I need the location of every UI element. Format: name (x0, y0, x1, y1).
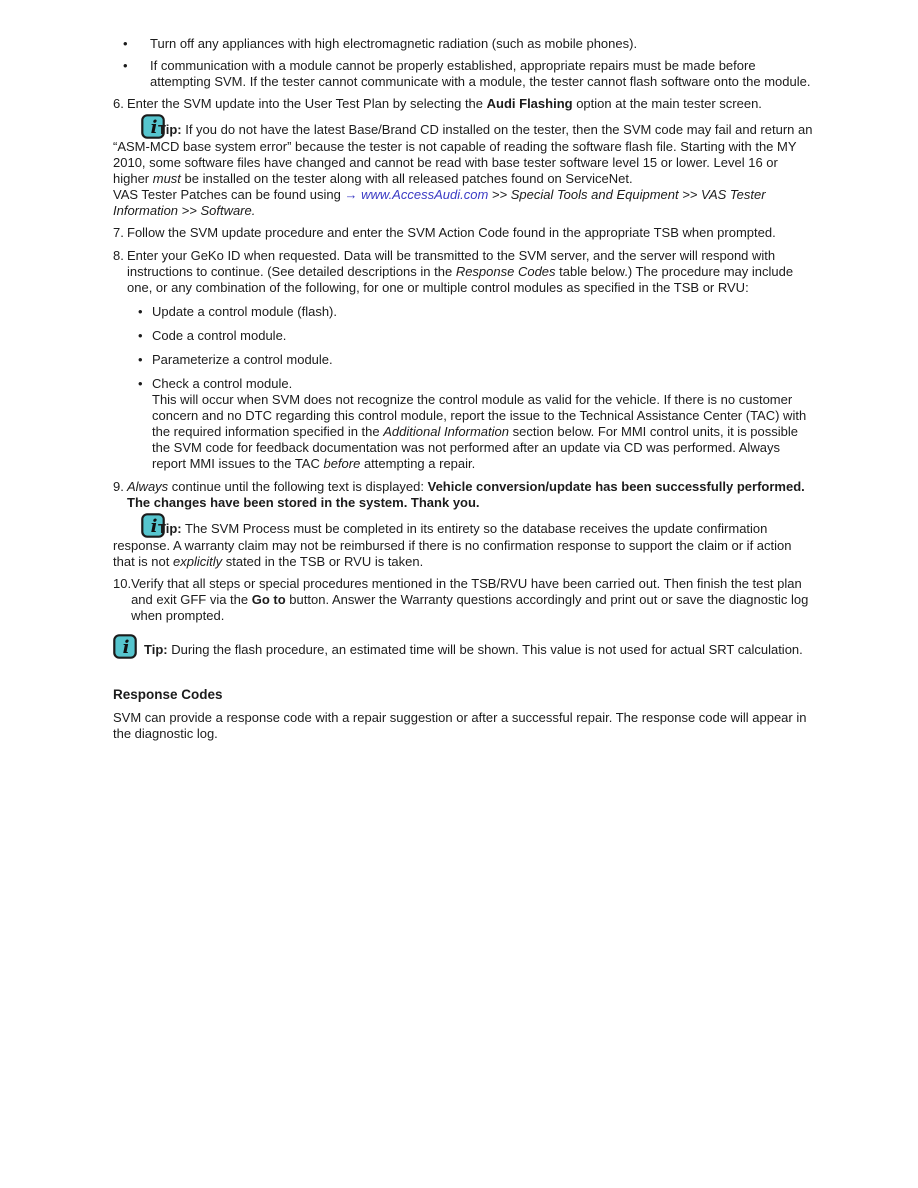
before-emphasis: before (323, 456, 361, 471)
tip-1-vas-line (113, 187, 813, 219)
step-8-body (127, 248, 813, 479)
intro-bullet-1 (113, 36, 813, 52)
tip-label: Tip: (144, 642, 168, 657)
info-icon-glyph: i (150, 117, 158, 138)
step-8-bullet-1 (138, 304, 813, 320)
info-icon (127, 114, 158, 139)
step-10 (113, 576, 813, 624)
step-10-text-post: button. Answer the Warranty questions accordingly and print out or save the diagnostic log when prompted. (131, 592, 809, 623)
step-8 (113, 248, 813, 479)
tip-1-italic-must: must (152, 171, 181, 186)
success-message: Vehicle conversion/update has been successfully performed. The changes have been stored in the system. Thank you. (127, 479, 805, 510)
tip-1-vas-pre: VAS Tester Patches can be found using (113, 187, 345, 202)
bullet-marker: • (138, 328, 143, 343)
step-6-text (127, 96, 813, 112)
arrow-icon: → (344, 187, 362, 202)
step-10-number: 10. (113, 576, 132, 591)
tip-2-text-b: stated in the TSB or RVU is taken. (222, 554, 424, 569)
go-to-button-ref: Go to (251, 592, 286, 607)
intro-bullet-1-text: Turn off any appliances with high electromagnetic radiation (such as mobile phones). (150, 36, 638, 51)
step-6-number: 6. (113, 96, 124, 111)
step-6 (113, 96, 813, 112)
step-8-bullet-4-cont-c: attempting a repair. (360, 456, 476, 471)
step-7-text: Follow the SVM update procedure and enter the SVM Action Code found in the appropriate TSB when prompted. (127, 225, 776, 240)
intro-bullet-2 (113, 58, 813, 90)
step-8-bullet-4-cont (152, 392, 813, 472)
response-codes-paragraph: SVM can provide a response code with a repair suggestion or after a successful repair. The response code will appear in the diagnostic log. (113, 710, 807, 741)
bullet-marker: • (138, 304, 143, 319)
step-9-text-mid: continue until the following text is displayed: (168, 479, 428, 494)
info-icon (127, 513, 158, 538)
audi-flashing-label: Audi Flashing (486, 96, 573, 111)
tip-1-text-b: be installed on the tester along with all released patches found on ServiceNet. (180, 171, 633, 186)
step-8-bullet-1-text: Update a control module (flash). (152, 304, 337, 319)
tip-note-1 (113, 114, 813, 219)
step-7-number: 7. (113, 225, 124, 240)
step-7 (113, 225, 813, 241)
step-8-bullet-4-cont-b: section below. For MMI control units, it is possible the SVM code for feedback documentation was not performed after an update via CD was performed. Always report MMI issues to the TAC (152, 424, 799, 471)
step-8-bullet-3-text: Parameterize a control module. (152, 352, 333, 367)
step-8-bullet-4-cont-a: This will occur when SVM does not recognize the control module as valid for the vehicle. If there is no customer concern and no DTC regarding this control module, report the issue to the Technical Assistance Center (TAC) with the required information specified in the (152, 392, 807, 439)
bullet-marker: • (123, 58, 128, 73)
access-audi-link[interactable]: www.AccessAudi.com (361, 187, 489, 202)
intro-bullet-2-text: If communication with a module cannot be properly established, appropriate repairs must be made before attempting SVM. If the tester cannot communicate with a module, the tester cannot flash software onto the module. (150, 58, 811, 89)
step-8-number: 8. (113, 248, 124, 263)
always-emphasis: Always (127, 479, 169, 494)
step-9-number: 9. (113, 479, 124, 494)
response-codes-ref: Response Codes (455, 264, 556, 279)
tip-2-text-a: The SVM Process must be completed in its entirety so the database receives the update confirmation response. A warranty claim may not be reimbursed if there is no confirmation response to support the claim or if action that is not (113, 521, 792, 569)
step-10-text-pre: Verify that all steps or special procedures mentioned in the TSB/RVU have been carried out. Then finish the test plan and exit GFF via the (131, 576, 802, 607)
tip-note-3 (113, 634, 813, 659)
tip-3-text: During the flash procedure, an estimated time will be shown. This value is not used for actual SRT calculation. (167, 642, 803, 657)
step-8-bullet-4 (138, 376, 813, 472)
step-6-text-pre: Enter the SVM update into the User Test Plan by selecting the (127, 96, 487, 111)
info-icon-glyph: i (150, 516, 158, 537)
info-icon-glyph: i (122, 637, 130, 658)
step-6-text-post: option at the main tester screen. (572, 96, 762, 111)
tip-1-vas-path: >> Special Tools and Equipment >> VAS Tester Information >> Software. (113, 187, 766, 218)
step-10-text (131, 576, 813, 624)
bullet-marker: • (138, 352, 143, 367)
step-8-bullet-2 (138, 328, 813, 344)
explicitly-emphasis: explicitly (172, 554, 223, 569)
tip-label: Tip: (158, 521, 182, 536)
step-8-bullet-4-head: Check a control module. (152, 376, 293, 391)
step-8-bullet-4-text (152, 376, 813, 472)
bullet-marker: • (123, 36, 128, 51)
step-9-text (127, 479, 813, 511)
step-8-text (127, 248, 813, 296)
info-icon (113, 634, 137, 659)
document-content (113, 36, 813, 742)
step-8-text-post: table below.) The procedure may include one, or any combination of the following, for one or multiple control modules as specified in the TSB or RVU: (127, 264, 794, 295)
step-8-bullet-2-text: Code a control module. (152, 328, 287, 343)
step-8-bullet-3 (138, 352, 813, 368)
response-codes-heading: Response Codes (113, 687, 223, 702)
step-8-text-pre: Enter your GeKo ID when requested. Data will be transmitted to the SVM server, and the server will respond with instructions to continue. (See detailed descriptions in the (127, 248, 776, 279)
bullet-marker: • (138, 376, 143, 391)
tip-label: Tip: (158, 122, 182, 137)
tip-1-text-a: If you do not have the latest Base/Brand CD installed on the tester, then the SVM code may fail and return an “ASM-MCD base system error” because the tester is not capable of reading the software flash file. Starting with the MY 2010, some software files have changed and cannot be read with base tester software level 15 or lower. Level 16 or higher (113, 122, 813, 186)
tip-note-2 (113, 513, 813, 570)
additional-information-ref: Additional Information (383, 424, 509, 439)
step-9 (113, 479, 813, 511)
